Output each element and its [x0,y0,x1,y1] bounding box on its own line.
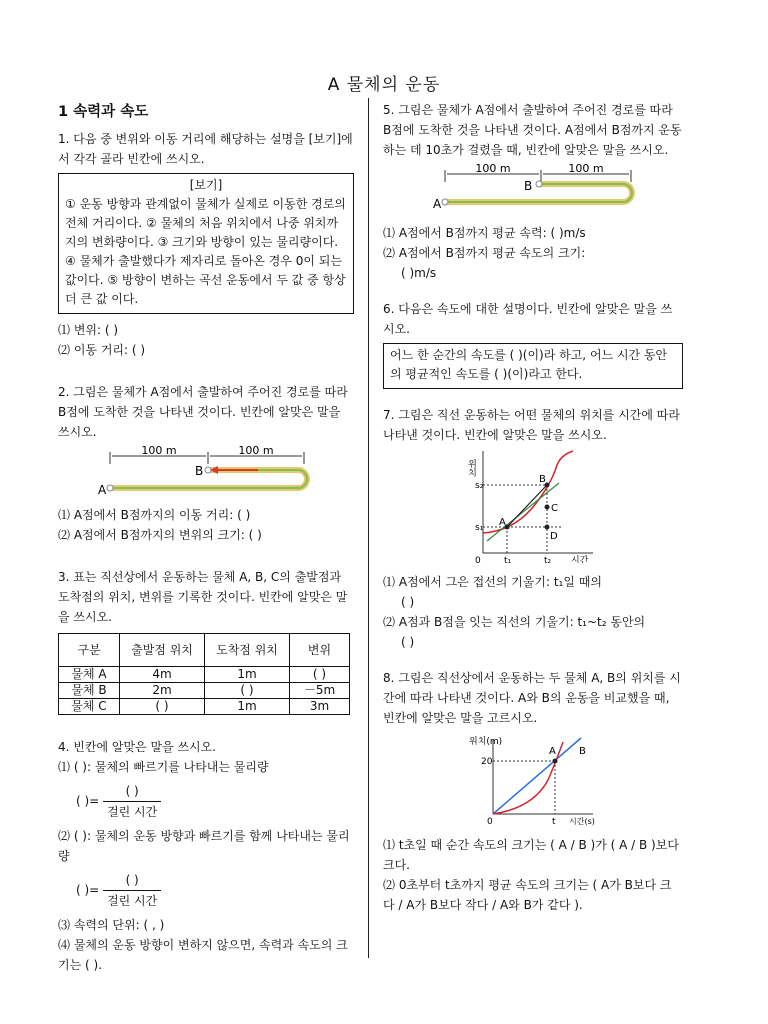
table-cell: －5m [290,683,350,699]
table-cell: 3m [290,699,350,715]
q1-answer-2: ⑵ 이동 거리: ( ) [58,343,146,357]
section-heading: 1 속력과 속도 [58,104,149,120]
equation-lhs: ( )= [76,794,100,808]
tangent-line [487,483,559,541]
q5-text: 5. 그림은 물체가 A점에서 출발하여 주어진 경로를 따라 B점에 도착한 것을 나타낸 것이다. A점에서 B점까지 운동하는 데 10초가 걸렸을 때, 빈칸에 알맞은 말을 쓰시오. [383,103,682,157]
fraction-denominator: 걸린 시간 [107,805,158,819]
dist-label-2: 100 m [568,162,604,175]
table-cell: ( ) [120,699,205,715]
label-a: A [549,746,556,757]
q3-table [58,633,350,715]
table-header: 도착점 위치 [205,634,290,667]
t-label: t [552,817,556,826]
q7-position-time-graph [383,445,683,563]
x-axis-label: 시간 [571,556,589,563]
left-column [58,100,354,975]
label-a: A [499,517,506,528]
q7-text: 7. 그림은 직선 운동하는 어떤 물체의 위치를 시간에 따라 나타낸 것이다. 빈칸에 알맞은 말을 쓰시오. [383,408,680,442]
q4-answer-2: ⑵ ( ): 물체의 운동 방향과 빠르기를 함께 나타내는 물리량 [58,829,350,863]
table-cell: ( ) [205,683,290,699]
q2-path-figure [58,442,354,502]
label-a: A [98,483,107,497]
q8-position-time-graph [383,728,683,826]
origin-label: 0 [487,817,493,826]
q1-example-box [58,173,354,314]
page-title: A 물체의 운동 [327,75,441,95]
table-header: 구분 [59,634,120,667]
q2-answer-2: ⑵ A점에서 B점까지의 변위의 크기: ( ) [58,528,262,542]
q4-answer-3: ⑶ 속력의 단위: ( , ) [58,918,165,932]
line-b [493,738,581,814]
table-cell: 1m [205,667,290,683]
column-divider [368,98,369,958]
q8-answer-2: ⑵ 0초부터 t초까지 평균 속도의 크기는 ( A가 B보다 크다 / A가 B보다 작다 / A와 B가 같다 ). [383,878,672,912]
label-c: C [551,503,558,514]
label-d: D [550,531,558,542]
y-axis-label: 위치(m) [469,737,503,747]
point-a [107,485,113,491]
table-cell: 물체 C [59,699,120,715]
table-header: 출발점 위치 [120,634,205,667]
equation-lhs: ( )= [76,883,100,897]
table-row [59,667,350,683]
q2-text: 2. 그림은 물체가 A점에서 출발하여 주어진 경로를 따라 B점에 도착한 것을 나타낸 것이다. 빈칸에 알맞은 말을 쓰시오. [58,385,348,439]
right-column [383,100,683,915]
label-b: B [579,746,586,757]
intersection-point [553,759,558,764]
table-cell: 물체 A [59,667,120,683]
q7-answer-2: ⑵ A점과 B점을 잇는 직선의 기울기: t₁~t₂ 동안의 [383,615,646,629]
label-a: A [433,197,442,211]
label-b: B [524,179,533,193]
q7-answer-1: ⑴ A점에서 그은 접선의 기울기: t₁일 때의 [383,575,602,589]
q5-answer-2: ⑵ A점에서 B점까지 평균 속도의 크기: [383,246,586,260]
fraction-denominator: 걸린 시간 [107,894,158,908]
table-cell: 2m [120,683,205,699]
q7-answer-2-blank: ( ) [401,635,415,649]
table-cell: 물체 B [59,683,120,699]
q4-answer-1: ⑴ ( ): 물체의 빠르기를 나타내는 물리량 [58,760,269,774]
q3-text: 3. 표는 직선상에서 운동하는 물체 A, B, C의 출발점과 도착점의 위치, 변위를 기록한 것이다. 빈칸에 알맞은 말을 쓰시오. [58,570,348,624]
q8-text: 8. 그림은 직선상에서 운동하는 두 물체 A, B의 위치를 시간에 따라 나타낸 것이다. A와 B의 운동을 비교했을 때, 빈칸에 알맞은 말을 고르시오. [383,671,681,725]
equation-fraction [103,870,161,911]
q1-answer-1: ⑴ 변위: ( ) [58,323,119,337]
q7-answer-1-blank: ( ) [401,595,415,609]
position-curve [483,451,573,533]
point-c [545,505,550,510]
q6-box-text: 어느 한 순간의 속도를 ( )(이)라 하고, 어느 시간 동안의 평균적인 속도를 ( )(이)라고 한다. [390,348,668,381]
point-d [545,525,550,530]
point-a [442,199,448,205]
label-b: B [195,464,204,478]
dist-label-1: 100 m [475,162,511,175]
dist-label-1: 100 m [141,444,177,457]
equation-fraction [103,781,161,822]
point-b [205,467,211,473]
q4-speed-equation [76,781,354,822]
table-header: 변위 [290,634,350,667]
table-cell: ( ) [290,667,350,683]
t2-label: t₂ [544,556,552,563]
q8-answer-1: ⑴ t초일 때 순간 속도의 크기는 ( A / B )가 ( A / B )보다 크다. [383,838,679,872]
origin-label: 0 [475,556,481,563]
q2-answer-1: ⑴ A점에서 B점까지의 이동 거리: ( ) [58,508,251,522]
s2-label: s₂ [475,481,484,491]
label-b: B [539,474,546,485]
q5-path-figure [383,160,683,220]
q1-text: 1. 다음 중 변위와 이동 거리에 해당하는 설명을 [보기]에서 각각 골라 빈칸에 쓰시오. [58,132,353,166]
table-row [59,699,350,715]
secant-line [507,485,547,527]
q5-answer-2-blank: ( )m/s [401,266,437,280]
table-header-row [59,634,350,667]
dist-label-2: 100 m [238,444,274,457]
point-b [536,181,542,187]
q4-velocity-equation [76,870,354,911]
q4-text: 4. 빈칸에 알맞은 말을 쓰시오. [58,740,217,754]
q4-answer-4: ⑷ 물체의 운동 방향이 변하지 않으면, 속력과 속도의 크기는 ( ). [58,938,348,972]
table-cell: 1m [205,699,290,715]
y-tick-20: 20 [481,757,493,767]
t1-label: t₁ [504,556,512,563]
table-row [59,683,350,699]
q1-box-title: [보기] [189,178,223,192]
y-axis-label: 위치 [466,459,476,477]
s1-label: s₁ [475,523,484,533]
q6-text: 6. 다음은 속도에 대한 설명이다. 빈칸에 알맞은 말을 쓰시오. [383,302,673,336]
x-axis-label: 시간(s) [569,817,595,826]
q5-answer-1: ⑴ A점에서 B점까지 평균 속력: ( )m/s [383,226,586,240]
q6-box [383,343,683,389]
fraction-numerator: ( ) [103,870,161,891]
table-cell: 4m [120,667,205,683]
fraction-numerator: ( ) [103,781,161,802]
q1-box-text: ① 운동 방향과 관계없이 물체가 실제로 이동한 경로의 전체 거리이다. ② 물체의 처음 위치에서 나중 위치까지의 변화량이다. ③ 크기와 방향이 있는 물리량이다. ④ 물체가 출발했다가 제자리로 돌아온 경우 0이 되는 값이다. ⑤ 방향이 변하는 곡선 운동에서 두 값 중 항상 더 큰 값 이다. [65,197,346,306]
